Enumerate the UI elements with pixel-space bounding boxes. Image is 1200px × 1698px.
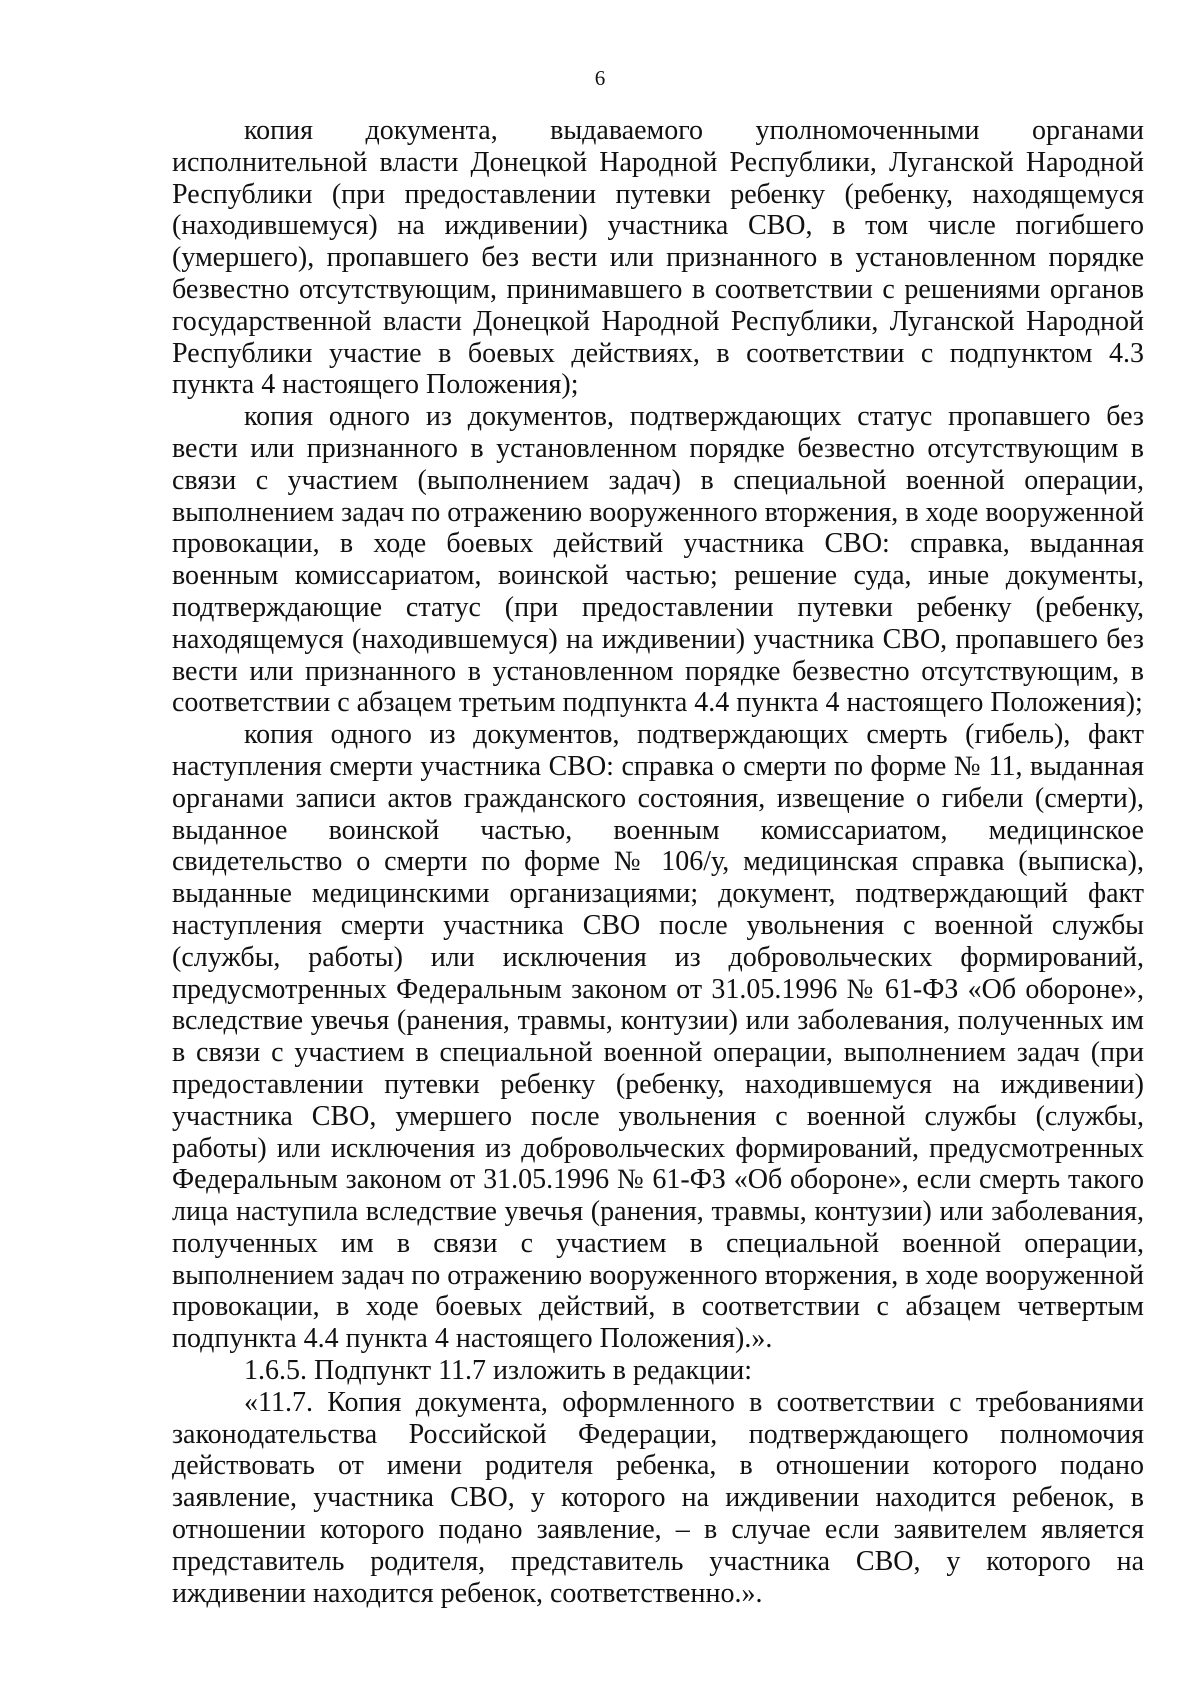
document-body xyxy=(172,115,1144,1609)
page-number: 6 xyxy=(594,66,606,90)
paragraph-item-11-7: «11.7. Копия документа, оформленного в соответствии с требованиями законодательства Российской Федерации, подтверждающего полномочия действовать от имени родителя ребенка, в отношении которого подано заявление, участника СВО, у которого на иждивении находится ребенок, в отношении которого подано заявление, – в случае если заявителем является представитель родителя, представитель участника СВО, у которого на иждивении находится ребенок, соответственно.». xyxy=(172,1386,1144,1609)
paragraph-subitem-1-6-5: 1.6.5. Подпункт 11.7 изложить в редакции: xyxy=(244,1355,753,1387)
paragraph-missing-status-document: копия одного из документов, подтверждающих статус пропавшего без вести или признанного в установленном порядке безвестно отсутствующим в связи с участием (выполнением задач) в специальной военной операции, выполнением задач по отражению вооруженного вторжения, в ходе вооруженной провокации, в ходе боевых действий участника СВО: справка, выданная военным комиссариатом, воинской частью; решение суда, иные документы, подтверждающие статус (при предоставлении путевки ребенку (ребенку, находящемуся (находившемуся) на иждивении) участника СВО, пропавшего без вести или признанного в установленном порядке безвестно отсутствующим, в соответствии с абзацем третьим подпункта 4.4 пункта 4 настоящего Положения); xyxy=(172,401,1144,719)
paragraph-executive-authority-document: копия документа, выдаваемого уполномоченными органами исполнительной власти Донецкой Народной Республики, Луганской Народной Республики (при предоставлении путевки ребенку (ребенку, находящемуся (находившемуся) на иждивении) участника СВО, в том числе погибшего (умершего), пропавшего без вести или признанного в установленном порядке безвестно отсутствующим, принимавшего в соответствии с решениями органов государственной власти Донецкой Народной Республики, Луганской Народной Республики участие в боевых действиях, в соответствии с подпунктом 4.3 пункта 4 настоящего Положения); xyxy=(172,115,1144,401)
paragraph-death-document: копия одного из документов, подтверждающих смерть (гибель), факт наступления смерти участника СВО: справка о смерти по форме № 11, выданная органами записи актов гражданского состояния, извещение о гибели (смерти), выданное воинской частью, военным комиссариатом, медицинское свидетельство о смерти по форме № 106/у, медицинская справка (выписка), выданные медицинскими организациями; документ, подтверждающий факт наступления смерти участника СВО после увольнения с военной службы (службы, работы) или исключения из добровольческих формирований, предусмотренных Федеральным законом от 31.05.1996 № 61-ФЗ «Об обороне», вследствие увечья (ранения, травмы, контузии) или заболевания, полученных им в связи с участием в специальной военной операции, выполнением задач (при предоставлении путевки ребенку (ребенку, находившемуся на иждивении) участника СВО, умершего после увольнения с военной службы (службы, работы) или исключения из добровольческих формирований, предусмотренных Федеральным законом от 31.05.1996 № 61-ФЗ «Об обороне», если смерть такого лица наступила вследствие увечья (ранения, травмы, контузии) или заболевания, полученных им в связи с участием в специальной военной операции, выполнением задач по отражению вооруженного вторжения, в ходе вооруженной провокации, в ходе боевых действий, в соответствии с абзацем четвертым подпункта 4.4 пункта 4 настоящего Положения).». xyxy=(172,719,1144,1355)
